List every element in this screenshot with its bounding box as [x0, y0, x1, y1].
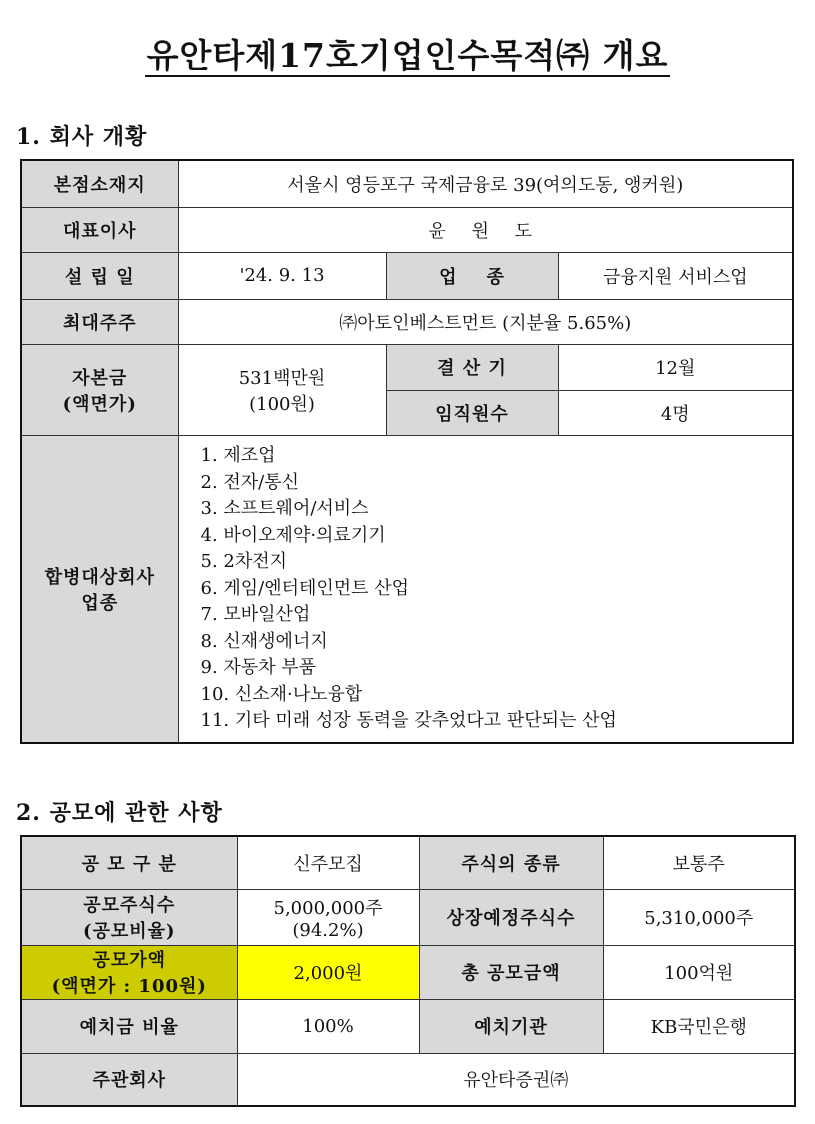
- founded-label: 설 립 일: [21, 252, 178, 299]
- capital-value-line1: 531백만원: [238, 367, 326, 389]
- list-item: 4. 바이오제약·의료기기: [200, 524, 386, 546]
- offer-price-label-line2: (액면가 : 100원): [51, 976, 207, 997]
- offer-price-label: [21, 945, 237, 999]
- capital-label-line2: (액면가): [62, 393, 137, 415]
- founded-value: '24. 9. 13: [178, 252, 386, 299]
- list-item: 7. 모바일산업: [200, 604, 311, 625]
- offer-price-value: 2,000원: [237, 945, 419, 999]
- settlement-label: 결 산 기: [386, 344, 558, 390]
- depository-label: 예치기관: [419, 999, 603, 1053]
- capital-value: [178, 344, 386, 435]
- deposit-ratio-value: 100%: [237, 999, 419, 1053]
- list-item: 5. 2차전지: [200, 551, 288, 572]
- shareholder-label: 최대주주: [21, 299, 178, 344]
- underwriter-label: 주관회사: [21, 1053, 237, 1106]
- list-item: 3. 소프트웨어/서비스: [200, 498, 369, 519]
- list-item: 8. 신재생에너지: [200, 630, 328, 652]
- list-item: 11. 기타 미래 성장 동력을 갖추었다고 판단되는 산업: [200, 710, 617, 731]
- total-offer-value: 100억원: [603, 945, 795, 999]
- ceo-value: 윤 원 도: [178, 207, 793, 252]
- settlement-value: 12월: [558, 344, 793, 390]
- stock-type-label: 주식의 종류: [419, 836, 603, 889]
- capital-label: [21, 344, 178, 435]
- offer-price-label-line1: 공모가액: [92, 950, 167, 971]
- underwriter-value: 유안타증권㈜: [237, 1053, 795, 1106]
- offer-type-label: 공 모 구 분: [21, 836, 237, 889]
- list-item: 2. 전자/통신: [200, 471, 300, 493]
- offer-shares-value-line2: (94.2%): [292, 919, 364, 941]
- address-value: 서울시 영등포구 국제금융로 39(여의도동, 앵커원): [178, 160, 793, 207]
- capital-value-line2: (100원): [249, 393, 315, 415]
- shareholder-value: ㈜아토인베스트먼트 (지분율 5.65%): [178, 299, 793, 344]
- merger-label-line2: 업종: [81, 592, 119, 614]
- industry-value: 금융지원 서비스업: [558, 252, 793, 299]
- address-label: 본점소재지: [21, 160, 178, 207]
- offer-shares-value-line1: 5,000,000주: [273, 897, 383, 919]
- industry-label: 업 종: [386, 252, 558, 299]
- merger-label: [21, 435, 178, 743]
- list-item: 6. 게임/엔터테인먼트 산업: [200, 577, 410, 599]
- offer-type-value: 신주모집: [237, 836, 419, 889]
- merger-industries-list: [178, 435, 793, 743]
- page-title: 유안타제17호기업인수목적㈜ 개요: [146, 36, 669, 75]
- offer-shares-label-line1: 공모주식수: [83, 895, 176, 916]
- list-item: 1. 제조업: [200, 445, 276, 466]
- offer-shares-label-line2: (공모비율): [82, 921, 176, 942]
- offer-shares-value: [237, 889, 419, 945]
- section2-heading: 2. 공모에 관한 사항: [16, 800, 223, 826]
- employees-label: 임직원수: [386, 390, 558, 435]
- list-item: 10. 신소재·나노융합: [200, 683, 363, 705]
- list-item: 9. 자동차 부품: [200, 657, 317, 678]
- stock-type-value: 보통주: [603, 836, 795, 889]
- listing-shares-value: 5,310,000주: [603, 889, 795, 945]
- offer-shares-label: [21, 889, 237, 945]
- deposit-ratio-label: 예치금 비율: [21, 999, 237, 1053]
- depository-value: KB국민은행: [603, 999, 795, 1053]
- section1-heading: 1. 회사 개황: [16, 124, 148, 150]
- company-overview-table: [20, 159, 794, 744]
- merger-label-line1: 합병대상회사: [44, 566, 155, 588]
- ceo-label: 대표이사: [21, 207, 178, 252]
- total-offer-label: 총 공모금액: [419, 945, 603, 999]
- employees-value: 4명: [558, 390, 793, 435]
- capital-label-line1: 자본금: [72, 367, 128, 389]
- listing-shares-label: 상장예정주식수: [419, 889, 603, 945]
- offering-table: [20, 835, 796, 1107]
